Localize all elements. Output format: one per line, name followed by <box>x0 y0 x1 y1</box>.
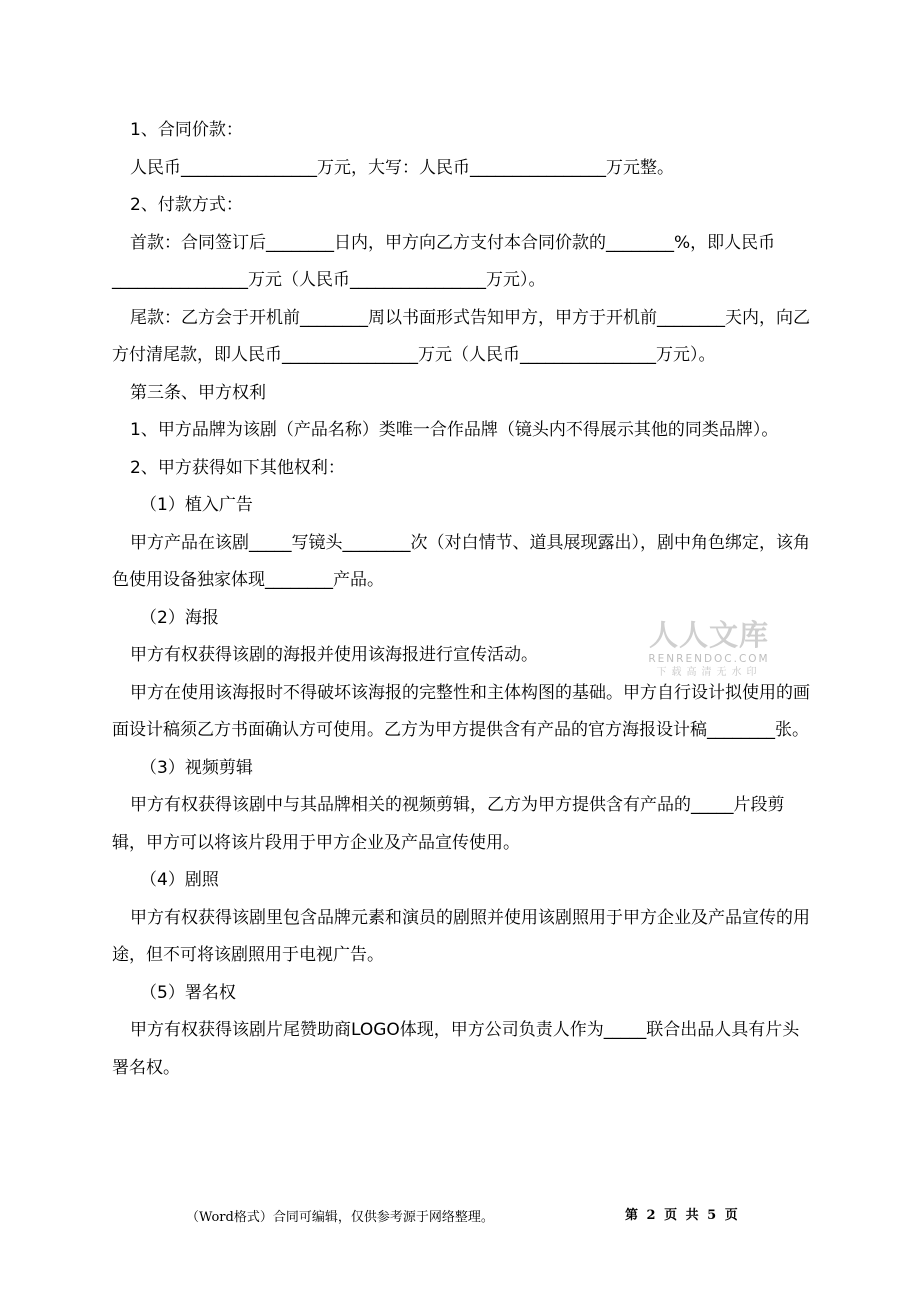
subheading: （2）海报 <box>140 607 219 628</box>
watermark-domain: RENRENDOC.COM <box>648 653 770 665</box>
document-body <box>112 112 810 1087</box>
paragraph: 首款：合同签订后________日内，甲方向乙方支付本合同价款的________%，即人民币________________万元（人民币________________万元）。 <box>112 232 776 290</box>
paragraph: 1、甲方品牌为该剧（产品名称）类唯一合作品牌（镜头内不得展示其他的同类品牌）。 <box>130 420 779 440</box>
paragraph: 甲方有权获得该剧中与其品牌相关的视频剪辑，乙方为甲方提供含有产品的_____片段剪辑，甲方可以将该片段用于甲方企业及产品宣传使用。 <box>112 795 785 853</box>
section-heading: 第三条、甲方权利 <box>130 382 266 403</box>
subheading: （5）署名权 <box>140 982 236 1003</box>
paragraph: 2、付款方式： <box>130 195 243 215</box>
footer-note: （Word格式）合同可编辑，仅供参考源于网络整理。 <box>186 1210 494 1225</box>
paragraph: 甲方在使用该海报时不得破坏该海报的完整性和主体构图的基础。甲方自行设计拟使用的画面设计稿须乙方书面确认方可使用。乙方为甲方提供含有产品的官方海报设计稿________张。 <box>112 682 810 740</box>
watermark-logo <box>645 618 773 680</box>
watermark-tagline: 下载高清无水印 <box>656 667 762 678</box>
paragraph: 1、合同价款： <box>130 120 243 140</box>
paragraph: 2、甲方获得如下其他权利： <box>130 457 345 478</box>
paragraph: 甲方有权获得该剧片尾赞助商LOGO体现，甲方公司负责人作为_____联合出品人具有片头署名权。 <box>112 1020 800 1078</box>
paragraph: 人民币________________万元，大写：人民币________________万元整。 <box>130 157 674 178</box>
watermark-title: 人人文库 <box>648 618 769 652</box>
paragraph: 甲方有权获得该剧里包含品牌元素和演员的剧照并使用该剧照用于甲方企业及产品宣传的用途，但不可将该剧照用于电视广告。 <box>112 907 810 965</box>
paragraph: 甲方有权获得该剧的海报并使用该海报进行宣传活动。 <box>130 645 538 665</box>
subheading: （4）剧照 <box>140 870 219 890</box>
paragraph: 甲方产品在该剧_____写镜头________次（对白情节、道具展现露出），剧中角色绑定，该角色使用设备独家体现________产品。 <box>112 532 810 590</box>
paragraph: 尾款：乙方会于开机前________周以书面形式告知甲方，甲方于开机前________天内，向乙方付清尾款，即人民币________________万元（人民币________________万元）。 <box>112 307 810 365</box>
subheading: （3）视频剪辑 <box>140 757 253 778</box>
subheading: （1）植入广告 <box>140 495 253 515</box>
page-number: 第 2 页 共 5 页 <box>625 1208 738 1223</box>
